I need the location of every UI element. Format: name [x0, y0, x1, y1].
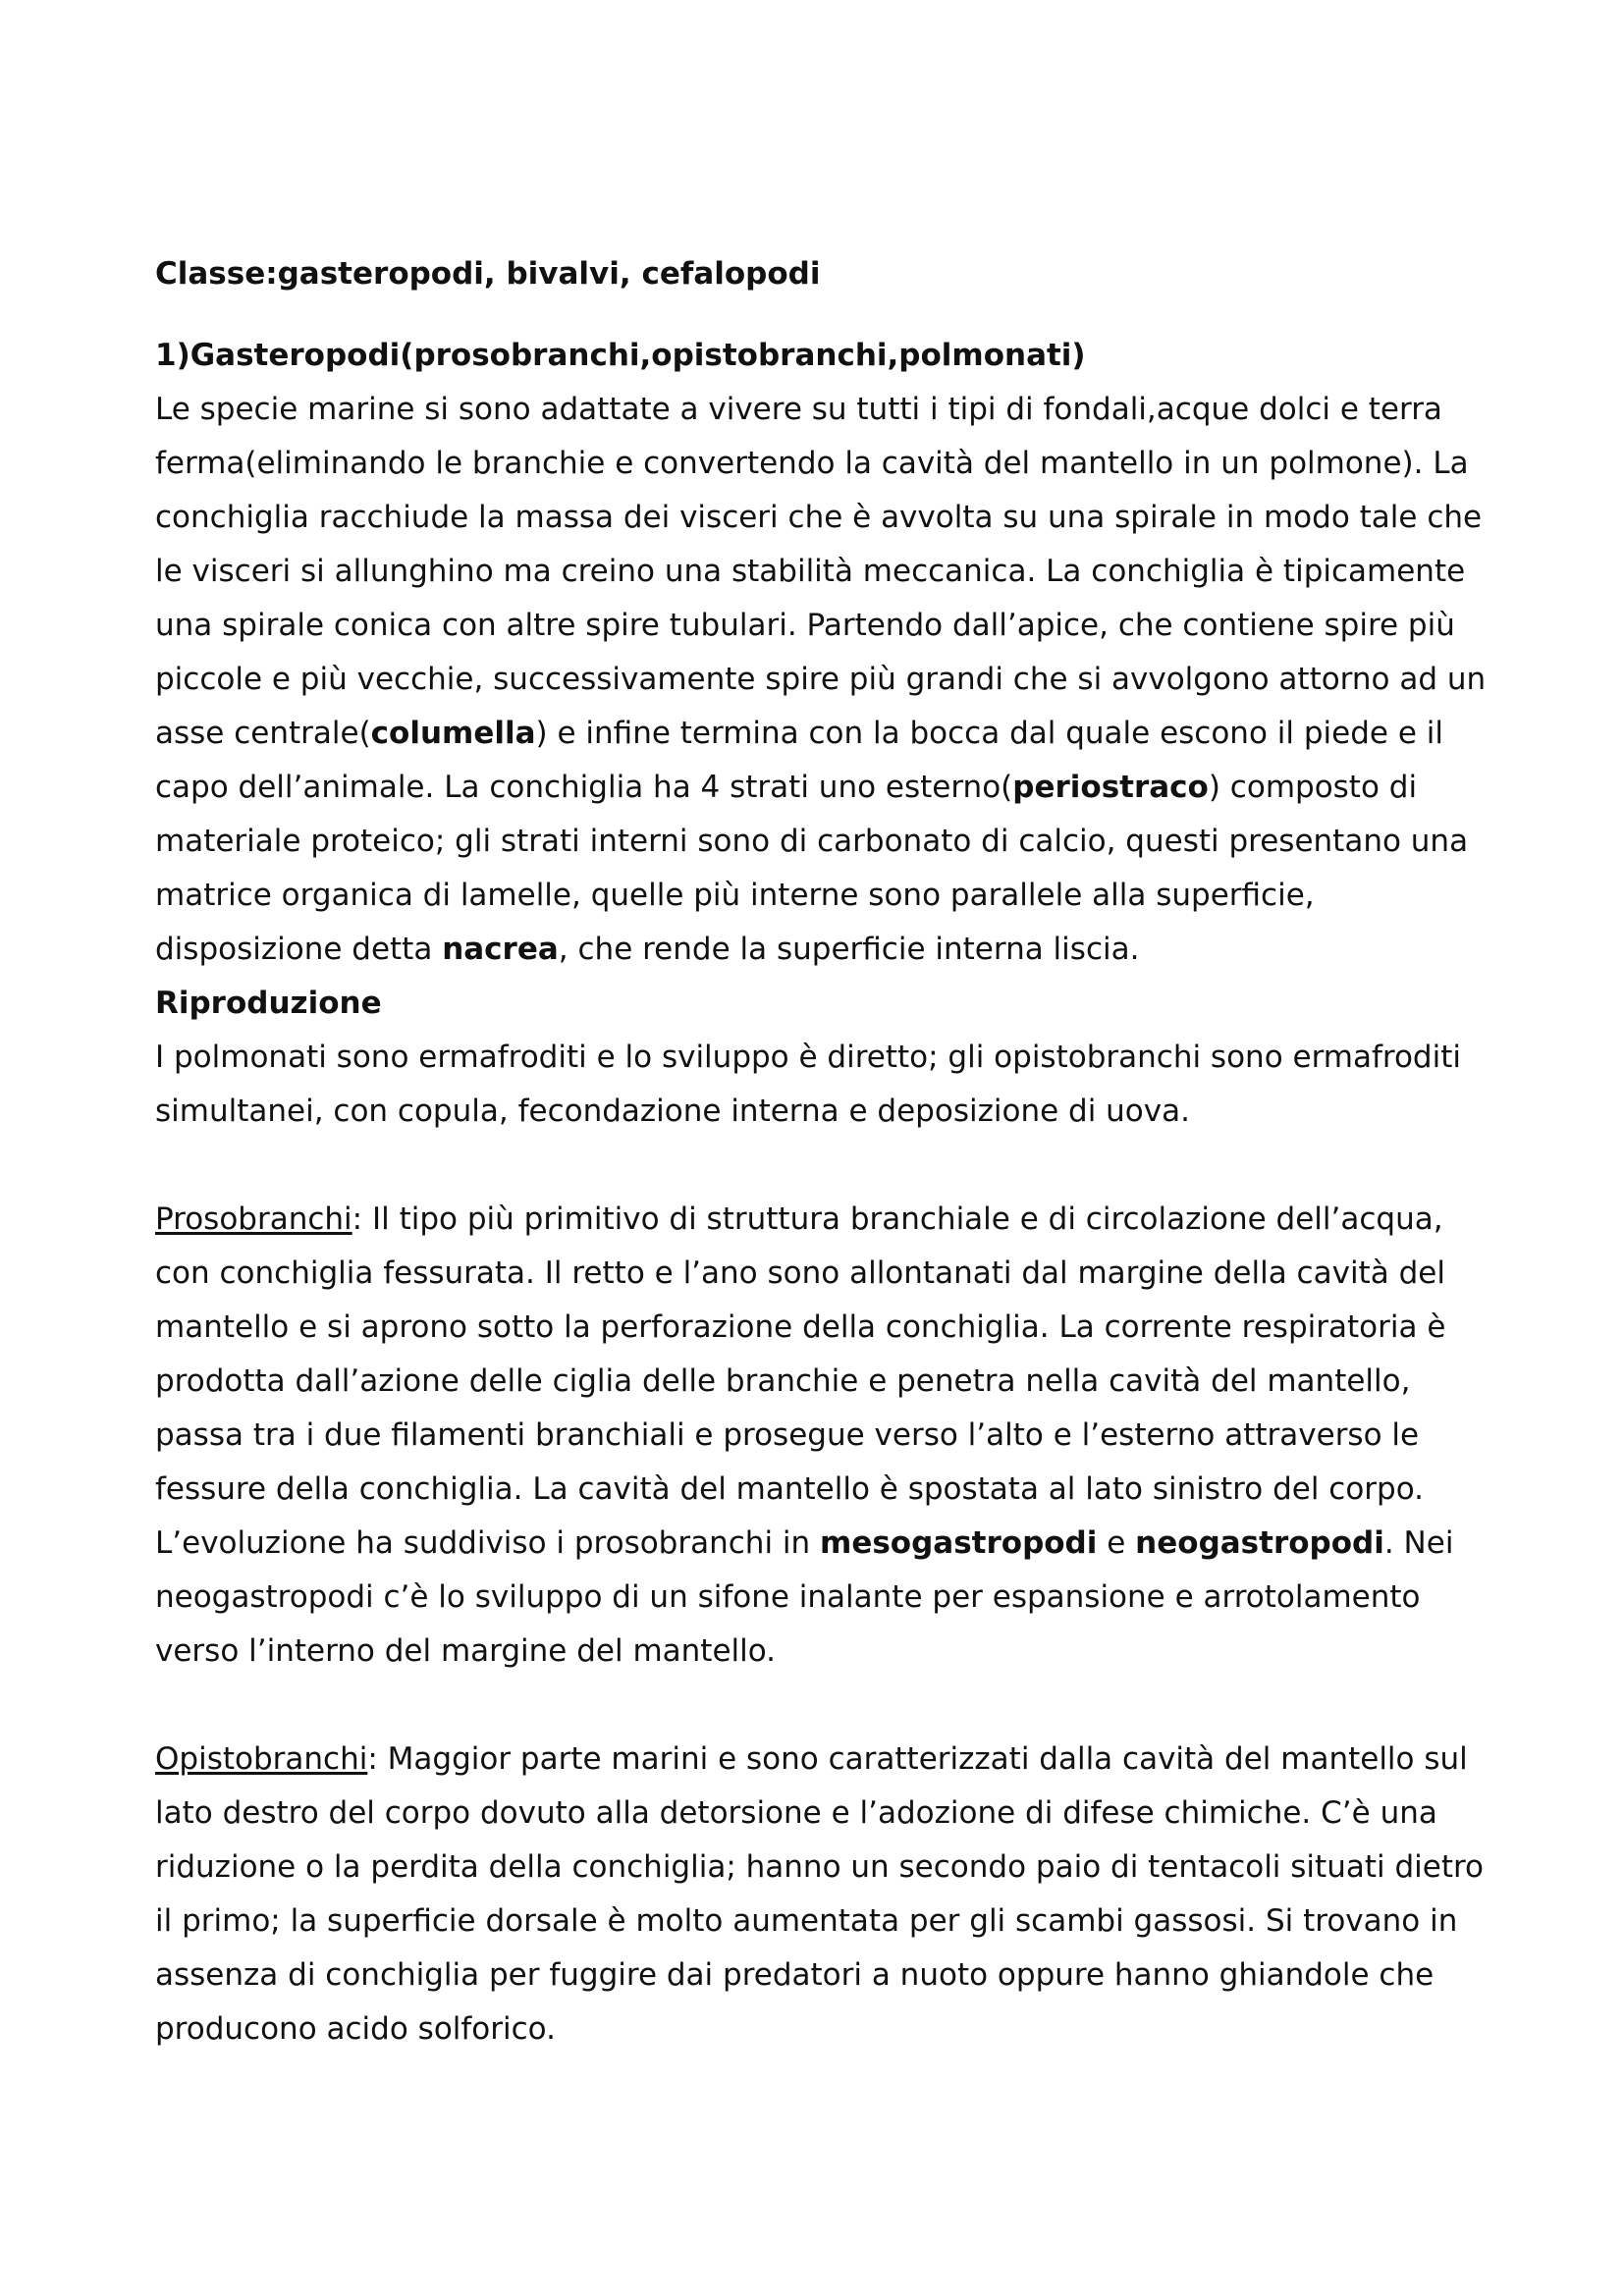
document-title: Classe:gasteropodi, bivalvi, cefalopodi [155, 256, 821, 292]
text-run: e [1097, 1525, 1136, 1561]
text-run: ) composto di materiale proteico; gli strati interni sono di carbonato di calcio, questi presentano una matrice organica di lamelle, quelle più interne sono parallele alla superficie, disposizione detta [155, 770, 1469, 967]
section-heading-gasteropodi: 1)Gasteropodi(prosobranchi,opistobranchi,polmonati) [155, 338, 1086, 373]
term-neogastropodi: neogastropodi [1135, 1525, 1384, 1561]
term-mesogastropodi: mesogastropodi [820, 1525, 1098, 1561]
reproduction-paragraph: I polmonati sono ermafroditi e lo sviluppo è diretto; gli opistobranchi sono ermafroditi simultanei, con copula, fecondazione interna e deposizione di uova. [155, 1040, 1461, 1129]
prosobranchi-paragraph [155, 1193, 1490, 1679]
spacer [155, 301, 1490, 329]
term-periostraco: periostraco [1012, 770, 1209, 805]
opistobranchi-paragraph [155, 1733, 1490, 2056]
opistobranchi-label: Opistobranchi [155, 1741, 368, 1777]
spacer [155, 1139, 1490, 1193]
term-nacrea: nacrea [442, 932, 559, 967]
reproduction-heading: Riproduzione [155, 986, 382, 1021]
gasteropodi-paragraph [155, 383, 1490, 977]
document-page [155, 247, 1490, 2056]
term-columella: columella [370, 716, 536, 751]
text-run: ) e infine termina con la bocca dal quale escono il piede e il capo dell’animale. La conchiglia ha 4 strati uno esterno( [155, 716, 1443, 805]
text-run: . Nei neogastropodi c’è lo sviluppo di un sifone inalante per espansione e arrotolamento verso l’interno del margine del mantello. [155, 1525, 1454, 1669]
text-run: Le specie marine si sono adattate a vivere su tutti i tipi di fondali,acque dolci e terra ferma(eliminando le branchie e convertendo la cavità del mantello in un polmone). La conchiglia racchiude la massa dei visceri che è avvolta su una spirale in modo tale che le visceri si allunghino ma creino una stabilità meccanica. La conchiglia è tipicamente una spirale conica con altre spire tubulari. Partendo dall’apice, che contiene spire più piccole e più vecchie, successivamente spire più grandi che si avvolgono attorno ad un asse centrale( [155, 392, 1487, 751]
text-run: : Maggior parte marini e sono caratterizzati dalla cavità del mantello sul lato destro del corpo dovuto alla detorsione e l’adozione di difese chimiche. C’è una riduzione o la perdita della conchiglia; hanno un secondo paio di tentacoli situati dietro il primo; la superficie dorsale è molto aumentata per gli scambi gassosi. Si trovano in assenza di conchiglia per fuggire dai predatori a nuoto oppure hanno ghiandole che producono acido solforico. [155, 1741, 1485, 2047]
spacer [155, 1679, 1490, 1733]
text-run: , che rende la superficie interna liscia. [558, 932, 1140, 967]
text-run: : Il tipo più primitivo di struttura branchiale e di circolazione dell’acqua, con conchiglia fessurata. Il retto e l’ano sono allontanati dal margine della cavità del mantello e si aprono sotto la perforazione della conchiglia. La corrente respiratoria è prodotta dall’azione delle ciglia delle branchie e penetra nella cavità del mantello, passa tra i due filamenti branchiali e prosegue verso l’alto e l’esterno attraverso le fessure della conchiglia. La cavità del mantello è spostata al lato sinistro del corpo. L’evoluzione ha suddiviso i prosobranchi in [155, 1201, 1446, 1561]
prosobranchi-label: Prosobranchi [155, 1201, 352, 1237]
